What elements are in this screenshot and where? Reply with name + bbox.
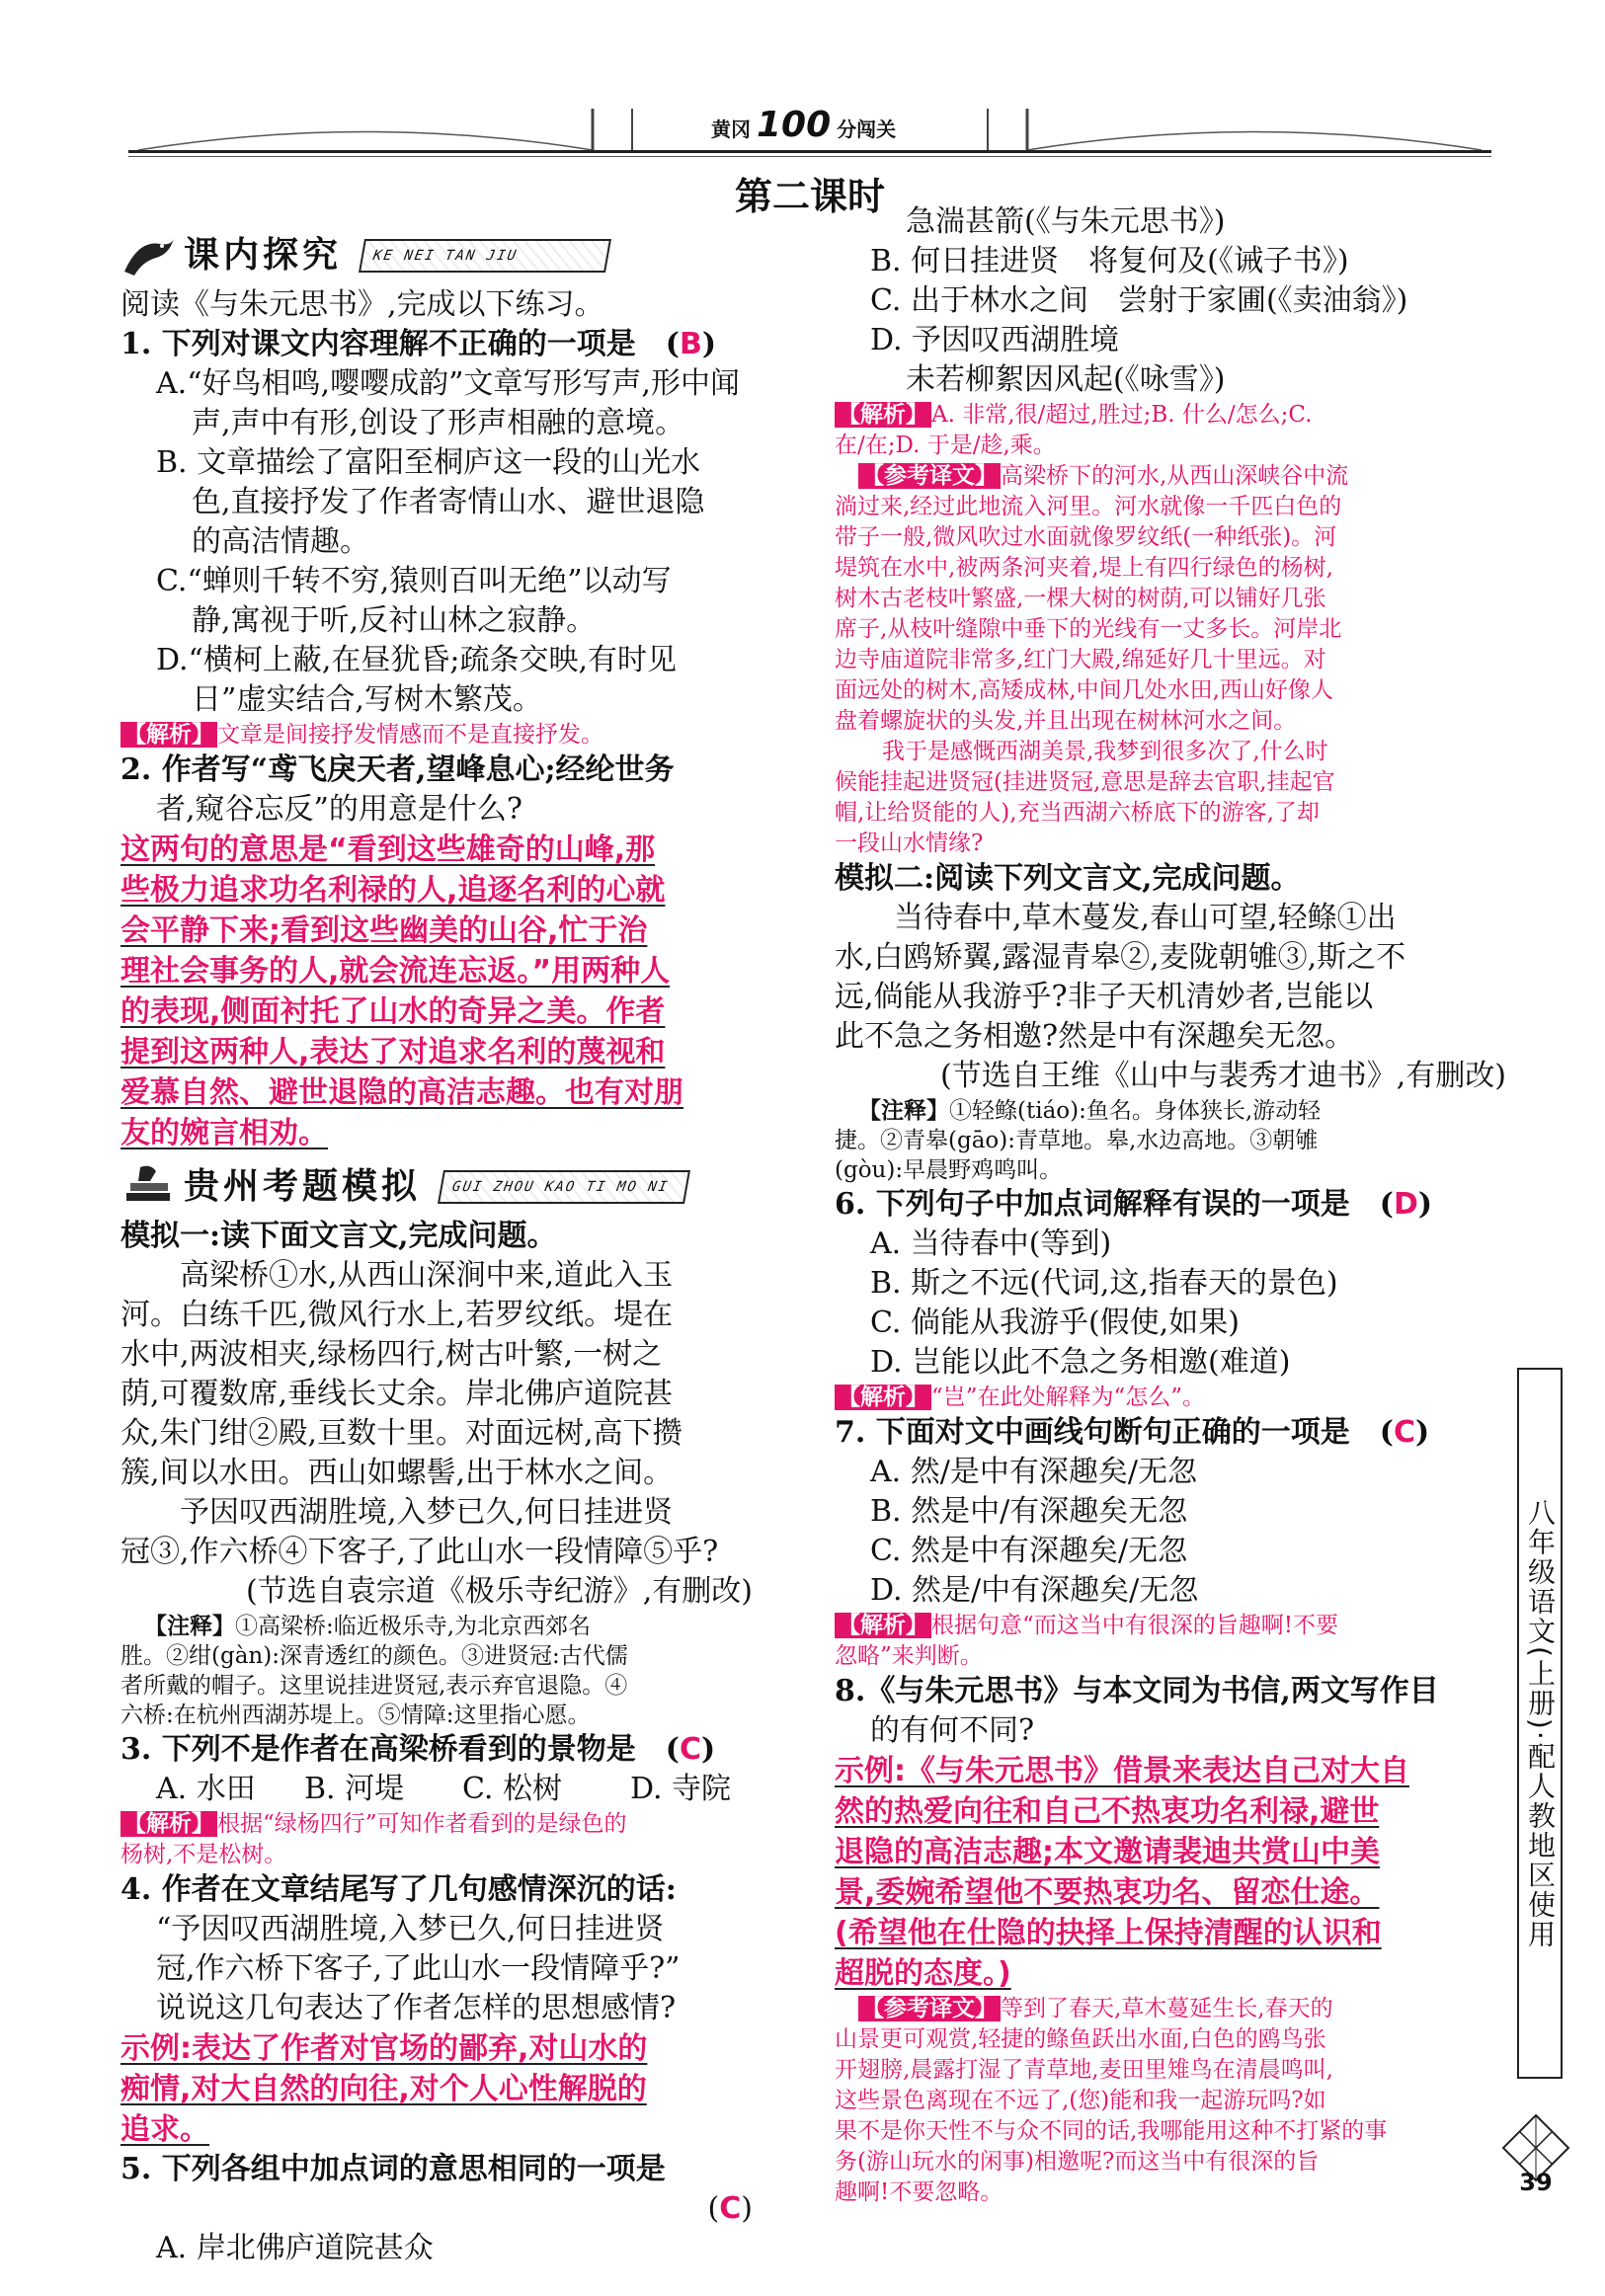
- q7-option: C. 然是中有深趣矣/无忽: [870, 1534, 1188, 1568]
- question-2-cont: 者,窥谷忘反”的用意是什么?: [156, 792, 522, 827]
- question-4: 4. 作者在文章结尾写了几句感情深沉的话:: [120, 1872, 677, 1907]
- section-pinyin: GUI ZHOU KAO TI MO NI: [438, 1170, 690, 1204]
- mock2-intro: 模拟二:阅读下列文言文,完成问题。: [835, 861, 1301, 896]
- mock2-source: (节选自王维《山中与裴秀才迪书》,有删改): [940, 1059, 1506, 1093]
- q5-line: D. 予因叹西湖胜境: [870, 323, 1120, 357]
- mock1-source: (节选自袁宗道《极乐寺纪游》,有删改): [246, 1574, 753, 1609]
- bird-icon: [120, 232, 176, 279]
- q1-line: 声,声中有形,创设了形声相融的意境。: [192, 406, 685, 440]
- q6-option: B. 斯之不远(代词,这,指春天的景色): [870, 1266, 1338, 1301]
- translation-1: 【参考译文】 高梁桥下的河水,从西山深峡谷中流 淌过来,经过此地流入河里。河水就像一千匹白色的 带子一般,微风吹过水面就像罗纹纸(一种纸张)。河 堤筑在水中,被两条河夹着,堤上有四行绿色的杨树, 树木古老枝叶繁盛,一棵大树的树荫,可以铺好几张 席子,从枝叶缝隙中垂下的光线有一丈多长。河岸北 边寺庙道院非常多,红门大殿,绵延好几十里远。对 面远处的树木,高矮成林,中间几处水田,西山好像人 盘着螺旋状的头发,并且出现在树林河水之间。 我于是感慨西湖美景,我梦到很多次了,什么时 候能挂起进贤冠(挂进贤冠,意思是辞去官职,挂起官 帽,让给贤能的人),充当西湖六桥底下的游客,了却 一段山水情缘?: [835, 463, 1349, 856]
- section-title: 课内探究: [184, 235, 343, 276]
- section-heading-mock: [120, 1161, 772, 1213]
- lesson-title: 第二课时: [734, 175, 885, 218]
- q6-analysis: 【解析】 “岂”在此处解释为“怎么”。: [835, 1383, 1506, 1413]
- left-column: [120, 222, 772, 2268]
- q1-line: 日”虚实结合,写树木繁茂。: [192, 682, 542, 717]
- q5-line: B. 何日挂进贤 将复何及(《诫子书》): [870, 244, 1349, 278]
- mock1-text: 冠③,作六桥④下客子,了此山水一段情障⑤乎?: [120, 1535, 719, 1569]
- question-4-cont: 说说这几句表达了作者怎样的思想感情?: [156, 1991, 677, 2025]
- q5-line: 未若柳絮因风起(《咏雪》): [906, 362, 1226, 397]
- mock2-notes: 【注释】①轻鲦(tiáo):鱼名。身体狭长,游动轻 捷。②青皋(gāo):青草地。皋,水边高地。③朝雊 (gòu):早晨野鸡鸣叫。: [835, 1098, 1322, 1183]
- q3-analysis: 【解析】 根据“绿杨四行”可知作者看到的是绿色的 杨树,不是松树。: [120, 1811, 627, 1867]
- section-title: 贵州考题模拟: [184, 1166, 422, 1207]
- mock2-text: 水,白鸥矫翼,露湿青皋②,麦陇朝雊③,斯之不: [835, 940, 1406, 975]
- reading-intro: 阅读《与朱元思书》,完成以下练习。: [120, 287, 604, 322]
- mock1-text: 予因叹西湖胜境,入梦已久,何日挂进贤: [180, 1495, 674, 1530]
- q6-option: C. 倘能从我游乎(假使,如果): [870, 1306, 1240, 1340]
- question-1: 1. 下列对课文内容理解不正确的一项是 (B): [120, 327, 717, 361]
- page-header: [119, 99, 1501, 168]
- book-stack-icon: [120, 1163, 176, 1211]
- question-3: 3. 下列不是作者在高梁桥看到的景物是 (C): [120, 1732, 716, 1767]
- q6-option: D. 岂能以此不急之务相邀(难道): [870, 1345, 1291, 1380]
- q8-answer: 示例:《与朱元思书》借景来表达自己对大自 然的热爱向往和自己不热衷功名利禄,避世 退隐的高洁志趣;本文邀请裴迪共赏山中美 景,委婉希望他不要热衷功名、留恋仕途。 (希望他在仕隐的抉择上保持清醒的认识和 超脱的态度。): [835, 1754, 1409, 1991]
- mock1-text: 水中,两波相夹,绿杨四行,树古叶繁,一树之: [120, 1337, 663, 1372]
- right-column: [835, 202, 1506, 2208]
- grade-side-tab: 八年级语文(上册)·配人教地区使用: [1517, 1368, 1563, 2079]
- q5-line: C. 出于林水之间 尝射于家圃(《卖油翁》): [870, 283, 1408, 318]
- q7-option: A. 然/是中有深趣矣/无忽: [870, 1455, 1197, 1489]
- q1-line: 色,直接抒发了作者寄情山水、避世退隐: [192, 485, 705, 519]
- q1-line: D.“横柯上蔽,在昼犹昏;疏条交映,有时见: [156, 643, 678, 677]
- question-2: 2. 作者写“鸢飞戾天者,望峰息心;经纶世务: [120, 752, 675, 787]
- question-6: 6. 下列句子中加点词解释有误的一项是 (D): [835, 1187, 1433, 1222]
- q7-analysis: 【解析】 根据句意“而这当中有很深的旨趣啊!不要 忽略”来判断。: [835, 1613, 1339, 1669]
- q2-answer: 这两句的意思是“看到这些雄奇的山峰,那 些极力追求功名利禄的人,追逐名利的心就 会平静下来;看到这些幽美的山谷,忙于治 理社会事务的人,就会流连忘返。”用两种人 的表现,侧面衬托了山水的奇异之美。作者 提到这两种人,表达了对追求名利的蔑视和 爱慕自然、避世退隐的高洁志趣。也有对朋 友的婉言相劝。: [120, 832, 683, 1150]
- mock1-text: 荫,可覆数席,垂线长丈余。岸北佛庐道院甚: [120, 1377, 674, 1411]
- mock1-intro: 模拟一:读下面文言文,完成问题。: [120, 1219, 557, 1253]
- q7-option: D. 然是/中有深趣矣/无忽: [870, 1573, 1199, 1608]
- q5-answer: (C): [707, 2191, 753, 2226]
- question-4-cont: 冠,作六桥下客子,了此山水一段情障乎?”: [156, 1951, 681, 1986]
- q5-line: 急湍甚箭(《与朱元思书》): [906, 204, 1226, 239]
- section-heading-classroom: [120, 230, 772, 281]
- q5-analysis: 【解析】 A. 非常,很/超过,胜过;B. 什么/怎么;C. 在/在;D. 于是/趁,乘。: [835, 402, 1313, 458]
- q4-answer: 示例:表达了作者对官场的鄙弃,对山水的 痴情,对大自然的向往,对个人心性解脱的 追求。: [120, 2031, 648, 2147]
- mock1-text: 河。白练千匹,微风行水上,若罗纹纸。堤在: [120, 1298, 674, 1332]
- q1-analysis: 【解析】 文章是间接抒发情感而不是直接抒发。: [120, 720, 772, 751]
- q7-option: B. 然是中/有深趣矣无忽: [870, 1494, 1188, 1529]
- q3-options: A. 水田 B. 河堤 C. 松树 D. 寺院: [156, 1772, 732, 1806]
- section-pinyin: KE NEI TAN JIU: [359, 239, 611, 273]
- mock2-text: 远,倘能从我游乎?非子天机清妙者,岂能以: [835, 980, 1374, 1014]
- q1-line: 静,寓视于听,反衬山林之寂静。: [192, 603, 597, 638]
- mock1-text: 簇,间以水田。西山如螺髻,出于林水之间。: [120, 1456, 674, 1490]
- page-number-badge: [1501, 2113, 1570, 2202]
- q6-option: A. 当待春中(等到): [870, 1227, 1112, 1261]
- mock1-notes: 【注释】①高梁桥:临近极乐寺,为北京西郊名 胜。②绀(gàn):深青透红的颜色。③进贤冠:古代儒 者所戴的帽子。这里说挂进贤冠,表示弃官退隐。④ 六桥:在杭州西湖苏堤上。⑤情障:这里指心愿。: [120, 1614, 628, 1728]
- mock2-text: 此不急之务相邀?然是中有深趣矣无忽。: [835, 1019, 1355, 1054]
- q1-line: B. 文章描绘了富阳至桐庐这一段的山光水: [156, 445, 701, 480]
- q1-line: 的高洁情趣。: [192, 524, 369, 559]
- mock1-text: 众,朱门绀②殿,亘数十里。对面远树,高下攒: [120, 1416, 682, 1451]
- page-number: 39: [1519, 2169, 1553, 2196]
- translation-2: 【参考译文】 等到了春天,草木蔓延生长,春天的 山景更可观赏,轻捷的鲦鱼跃出水面,白色的鸥鸟张 开翅膀,晨露打湿了青草地,麦田里雉鸟在清晨鸣叫, 这些景色离现在不远了,(您)能和我一起游玩吗?如 果不是你天性不与众不同的话,我哪能用这种不打紧的事 务(游山玩水的闲事)相邀呢?而这当中有很深的旨 趣啊!不要忽略。: [835, 1996, 1388, 2205]
- question-4-cont: “予因叹西湖胜境,入梦已久,何日挂进贤: [156, 1912, 665, 1946]
- q5-option-a: A. 岸北佛庐道院甚众: [156, 2231, 434, 2265]
- mock1-text: 高梁桥①水,从西山深涧中来,道此入玉: [180, 1258, 674, 1293]
- question-7: 7. 下面对文中画线句断句正确的一项是 (C): [835, 1415, 1430, 1450]
- brand-logo: 黄冈 100 分闯关: [711, 105, 897, 145]
- q1-line: A.“好鸟相鸣,嘤嘤成韵”文章写形写声,形中闻: [156, 366, 740, 401]
- mock2-text: 当待春中,草木蔓发,春山可望,轻鲦①出: [894, 901, 1397, 935]
- question-8: 8.《与朱元思书》与本文同为书信,两文写作目: [835, 1674, 1439, 1708]
- q1-line: C.“蝉则千转不穷,猿则百叫无绝”以动写: [156, 564, 672, 598]
- question-5: 5. 下列各组中加点词的意思相同的一项是: [120, 2152, 666, 2186]
- question-8-cont: 的有何不同?: [870, 1713, 1035, 1748]
